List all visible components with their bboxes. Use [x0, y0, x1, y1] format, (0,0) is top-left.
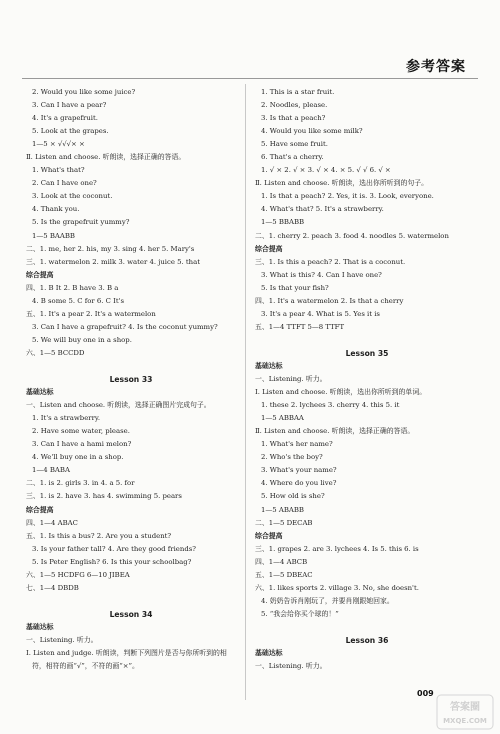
page-header-title: 参考答案: [406, 59, 466, 75]
answer-line: Ⅱ. Listen and choose. 听朗读，选择正确的答语。: [255, 427, 415, 436]
answer-line: 二、1. me, her 2. his, my 3. sing 4. her 5. Mary's: [26, 244, 195, 253]
answer-line: 四、1—4 ABAC: [26, 518, 78, 527]
answer-line: Ⅱ. Listen and choose. 听朗读，选择正确的答语。: [26, 153, 186, 162]
answer-line: 三、1. Is this a peach? 2. That is a coconut.: [255, 257, 406, 266]
answer-line: 5. Have some fruit.: [261, 140, 328, 149]
page-number: 009: [417, 689, 434, 698]
answer-line: 3. What is this? 4. Can I have one?: [261, 270, 382, 279]
answer-line: 3. What's your name?: [261, 466, 337, 475]
right-column: [255, 86, 479, 673]
section-heading: 基础达标: [26, 622, 54, 631]
answer-line: 1—5 × √√√× ×: [32, 140, 85, 149]
answer-line: 一、Listening. 听力。: [26, 635, 98, 644]
answer-line: 2. Would you like some juice?: [32, 88, 136, 96]
answer-line: 2. Noodles, please.: [261, 101, 328, 110]
answer-line: 一、Listen and choose. 听朗读，选择正确图片完成句子。: [26, 401, 211, 410]
answer-line: 1. these 2. lychees 3. cherry 4. this 5. it: [261, 401, 400, 410]
answer-line: 二、1. is 2. girls 3. in 4. a 5. for: [26, 479, 135, 488]
spacer: [26, 360, 236, 373]
answer-line: 四、1—4 ABCB: [255, 557, 308, 566]
lesson-heading: Lesson 36: [345, 635, 389, 645]
column-divider: [245, 84, 246, 700]
answer-line: 6. That's a cherry.: [261, 153, 324, 162]
answer-line: 3. Is that a peach?: [261, 114, 326, 123]
section-heading: 综合提高: [255, 531, 283, 540]
spacer: [255, 334, 479, 347]
answer-line: Ⅰ. Listen and judge. 听朗读，判断下列图片是否与你所听到的相: [26, 649, 227, 658]
answer-line: 1. It's a strawberry.: [32, 414, 101, 423]
svg-text:答案圈: 答案圈: [450, 702, 480, 713]
answer-line: 4. Where do you live?: [261, 479, 337, 488]
answer-line: 3. Can I have a pear?: [32, 101, 107, 110]
answer-line: 3. Look at the coconut.: [32, 192, 113, 201]
lesson-heading: Lesson 34: [109, 609, 153, 619]
section-heading: 基础达标: [26, 388, 54, 397]
answer-line: 4. Thank you.: [32, 205, 80, 214]
answer-line: 4. What's that? 5. It's a strawberry.: [261, 205, 384, 214]
answer-line: 5. We will buy one in a shop.: [32, 335, 132, 344]
answer-line: 3. It's a pear 4. What is 5. Yes it is: [261, 309, 380, 318]
answer-line: 2. Who's the boy?: [261, 453, 323, 462]
answer-line: 四、1. It's a watermelon 2. Is that a cherry: [255, 296, 404, 305]
section-heading: 基础达标: [255, 361, 283, 370]
answer-line: 五、1—5 DBEAC: [255, 570, 313, 579]
answer-line: 1. What's her name?: [261, 440, 333, 449]
spacer: [255, 621, 479, 634]
answer-line: 4. 奶奶告诉肖刚玩了，并要肖刚跟她回家。: [261, 596, 394, 605]
answer-line: 2. Can I have one?: [32, 179, 97, 188]
answer-line: 1. √ × 2. √ × 3. √ × 4. × 5. √ √ 6. √ ×: [261, 166, 391, 175]
answer-line: 5. Look at the grapes.: [32, 127, 109, 136]
answer-line: 一、Listening. 听力。: [255, 662, 327, 671]
lesson-heading: Lesson 33: [109, 375, 153, 385]
answer-line: 5. Is the grapefruit yummy?: [32, 218, 130, 227]
answer-line: 一、Listening. 听力。: [255, 375, 327, 384]
answer-line: 三、1. grapes 2. are 3. lychees 4. Is 5. this 6. is: [255, 544, 419, 553]
answer-line: Ⅱ. Listen and choose. 听朗读，选出你所听到的句子。: [255, 179, 429, 188]
answer-line: 1—5 BBABB: [261, 218, 305, 227]
answer-line: 三、1. watermelon 2. milk 3. water 4. juice 5. that: [26, 257, 200, 266]
left-column: [26, 86, 236, 673]
answer-line: 四、1. B It 2. B have 3. B a: [26, 283, 119, 292]
answer-line: 3. Can I have a hami melon?: [32, 440, 132, 449]
answer-line: 4. B some 5. C for 6. C It's: [32, 296, 125, 305]
answer-line: 六、1—5 BCCDD: [26, 348, 85, 357]
header-divider: [22, 78, 478, 79]
answer-line: 4. We'll buy one in a shop.: [32, 453, 124, 462]
section-heading: 综合提高: [255, 244, 283, 253]
answer-line: 4. Would you like some milk?: [261, 127, 363, 136]
svg-text:MXQE.COM: MXQE.COM: [443, 717, 487, 725]
answer-line: 5. How old is she?: [261, 492, 325, 501]
answer-line: 五、1—4 TTFT 5—8 TTFT: [255, 322, 345, 331]
answer-line: 3. Is your father tall? 4. Are they good friends?: [32, 544, 196, 553]
answer-line: 2. Have some water, please.: [32, 427, 130, 436]
answer-line: 1—5 ABBAA: [261, 414, 304, 423]
section-heading: 综合提高: [26, 270, 54, 279]
answer-line: 1—5 ABABB: [261, 505, 304, 514]
spacer: [26, 595, 236, 608]
answer-line: Ⅰ. Listen and choose. 听朗读，选出你所听到的单词。: [255, 388, 427, 397]
answer-line: 1. This is a star fruit.: [261, 88, 335, 96]
answer-line: 六、1. likes sports 2. village 3. No, she doesn't.: [255, 583, 419, 592]
answer-line: 5. Is that your fish?: [261, 283, 329, 292]
answer-line: 3. Can I have a grapefruit? 4. Is the coconut yummy?: [32, 322, 218, 331]
answer-line: 二、1. cherry 2. peach 3. food 4. noodles 5. watermelon: [255, 231, 449, 240]
watermark-logo: [436, 694, 494, 730]
page-header: [0, 0, 500, 84]
answer-line: 三、1. is 2. have 3. has 4. swimming 5. pears: [26, 492, 182, 501]
answer-line: 1. Is that a peach? 2. Yes, it is. 3. Look, everyone.: [261, 192, 434, 201]
section-heading: 基础达标: [255, 649, 283, 658]
answer-line: 1—5 BAABB: [32, 231, 75, 240]
answer-line: 六、1—5 HCDFG 6—10 JIBEA: [26, 570, 130, 579]
answer-line: 4. It's a grapefruit.: [32, 114, 98, 123]
answer-line: 五、1. It's a pear 2. It's a watermelon: [26, 309, 156, 318]
lesson-heading: Lesson 35: [345, 348, 389, 358]
answer-line: 1—4 BABA: [32, 466, 70, 475]
answer-line: 五、1. Is this a bus? 2. Are you a student?: [26, 531, 172, 540]
answer-line: 二、1—5 DECAB: [255, 518, 313, 527]
answer-line: 1. What's that?: [32, 166, 85, 175]
answer-line: 七、1—4 DBDB: [26, 583, 79, 592]
answer-line: 5. Is Peter English? 6. Is this your schoolbag?: [32, 557, 192, 566]
section-heading: 综合提高: [26, 505, 54, 514]
answer-line: 符，相符的画“√”，不符的画“×”。: [32, 662, 139, 671]
answer-line: 5. “我会给你买个球的！”: [261, 609, 339, 618]
